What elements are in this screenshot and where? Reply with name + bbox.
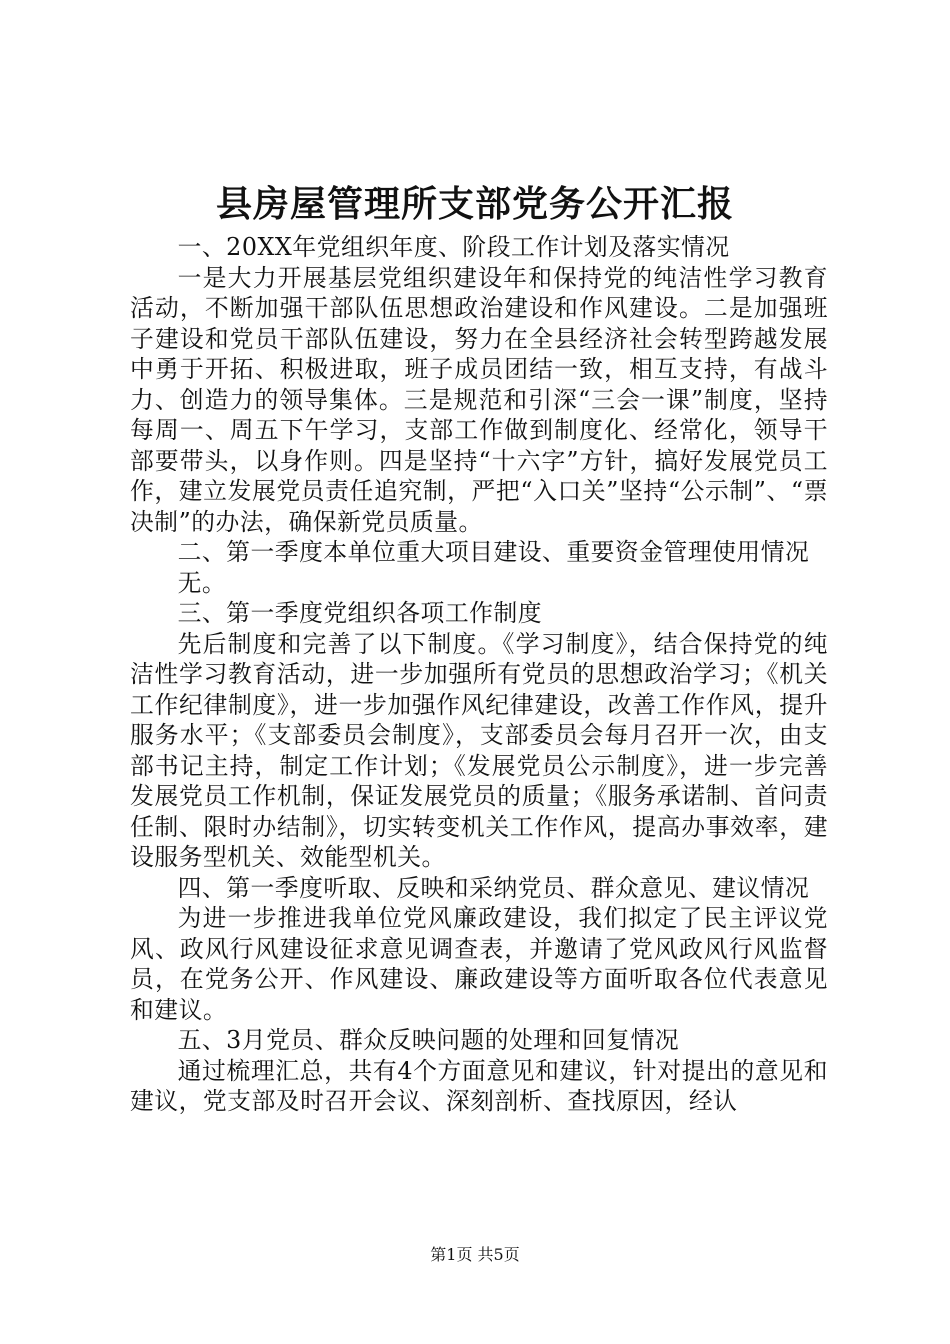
section-heading-5: 五、3月党员、群众反映问题的处理和回复情况 — [177, 1026, 680, 1054]
section-heading-1: 一、20XX年党组织年度、阶段工作计划及落实情况 — [177, 233, 730, 261]
section-heading-3: 三、第一季度党组织各项工作制度 — [177, 599, 543, 627]
body-paragraph: 为进一步推进我单位党风廉政建设，我们拟定了民主评议党风、政风行风建设征求意见调查表，并邀请了党风政风行风监督员，在党务公开、作风建设、廉政建设等方面听取各位代表意见和建议。 — [130, 904, 828, 1024]
page-footer: 第1页 共5页 — [430, 1245, 520, 1264]
body-paragraph: 先后制度和完善了以下制度。《学习制度》，结合保持党的纯洁性学习教育活动，进一步加强所有党员的思想政治学习；《机关工作纪律制度》，进一步加强作风纪律建设，改善工作作风，提升服务水平；《支部委员会制度》，支部委员会每月召开一次，由支部书记主持，制定工作计划；《发展党员公示制度》，进一步完善发展党员工作机制，保证发展党员的质量；《服务承诺制、首问责任制、限时办结制》，切实转变机关工作作风，提高办事效率，建设服务型机关、效能型机关。 — [130, 629, 828, 871]
body-paragraph: 一是大力开展基层党组织建设年和保持党的纯洁性学习教育活动，不断加强干部队伍思想政治建设和作风建设。二是加强班子建设和党员干部队伍建设，努力在全县经济社会转型跨越发展中勇于开拓、积极进取，班子成员团结一致，相互支持，有战斗力、创造力的领导集体。三是规范和引深“三会一课”制度，坚持每周一、周五下午学习，支部工作做到制度化、经常化，领导干部要带头，以身作则。四是坚持“十六字”方针，搞好发展党员工作，建立发展党员责任追究制，严把“入口关”坚持“公示制”、“票决制”的办法，确保新党员质量。 — [130, 263, 828, 536]
section-heading-4: 四、第一季度听取、反映和采纳党员、群众意见、建议情况 — [177, 873, 810, 902]
body-paragraph: 无。 — [177, 568, 227, 597]
body-paragraph: 通过梳理汇总，共有4个方面意见和建议，针对提出的意见和建议，党支部及时召开会议、深刻剖析、查找原因，经认 — [130, 1056, 828, 1115]
document-body — [130, 232, 828, 1117]
document-title: 县房屋管理所支部党务公开汇报 — [215, 183, 734, 225]
section-heading-2: 二、第一季度本单位重大项目建设、重要资金管理使用情况 — [177, 538, 810, 566]
